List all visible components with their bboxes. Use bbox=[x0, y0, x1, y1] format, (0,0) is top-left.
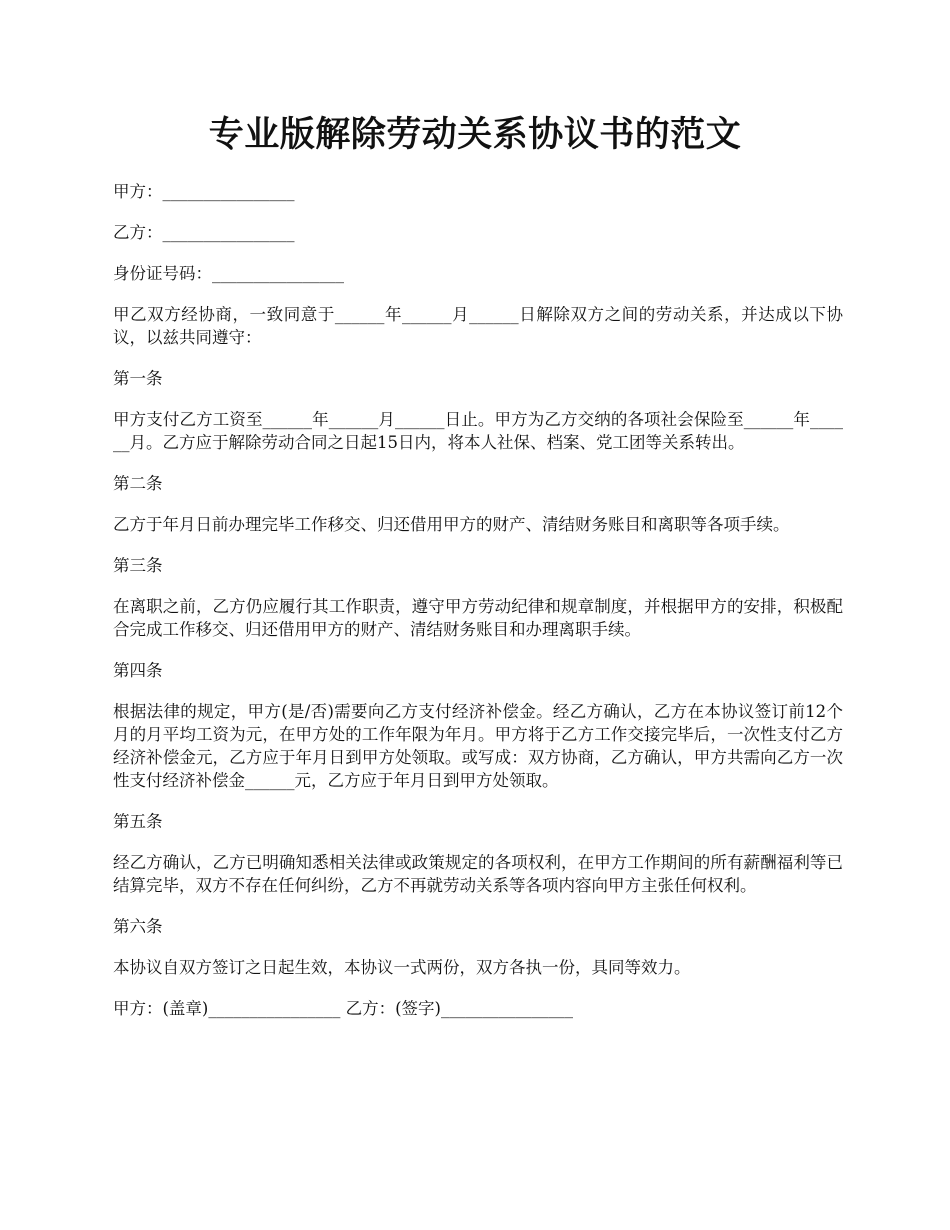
article-1-heading: 第一条 bbox=[113, 369, 163, 388]
document-title: 专业版解除劳动关系协议书的范文 bbox=[208, 115, 742, 155]
party-b-line: 乙方：________________ bbox=[113, 223, 295, 242]
article-3-heading: 第三条 bbox=[113, 556, 163, 575]
article-3-body: 在离职之前，乙方仍应履行其工作职责，遵守甲方劳动纪律和规章制度，并根据甲方的安排，积极配合完成工作移交、归还借用甲方的财产、清结财务账目和办理离职手续。 bbox=[113, 597, 843, 639]
article-6-heading: 第六条 bbox=[113, 917, 163, 936]
article-6-body: 本协议自双方签订之日起生效，本协议一式两份，双方各执一份，具同等效力。 bbox=[113, 958, 691, 977]
article-5-body: 经乙方确认，乙方已明确知悉相关法律或政策规定的各项权利，在甲方工作期间的所有薪酬福利等已结算完毕，双方不存在任何纠纷，乙方不再就劳动关系等各项内容向甲方主张任何权利。 bbox=[113, 853, 843, 895]
document-page bbox=[113, 110, 843, 1038]
intro-paragraph: 甲乙双方经协商，一致同意于______年______月______日解除双方之间的劳动关系，并达成以下协议，以兹共同遵守： bbox=[113, 305, 843, 347]
article-1-body: 甲方支付乙方工资至______年______月______日止。甲方为乙方交纳的各项社会保险至______年______月。乙方应于解除劳动合同之日起15日内，将本人社保、档案、党工团等关系转出。 bbox=[113, 410, 843, 452]
article-4-heading: 第四条 bbox=[113, 661, 163, 680]
article-5-heading: 第五条 bbox=[113, 812, 163, 831]
article-2-body: 乙方于年月日前办理完毕工作移交、归还借用甲方的财产、清结财务账目和离职等各项手续。 bbox=[113, 515, 790, 534]
party-a-line: 甲方：________________ bbox=[113, 182, 295, 201]
article-4-body: 根据法律的规定，甲方(是/否)需要向乙方支付经济补偿金。经乙方确认，乙方在本协议签订前12个月的月平均工资为元，在甲方处的工作年限为年月。甲方将于乙方工作交接完毕后，一次性支付乙方经济补偿金元，乙方应于年月日到甲方处领取。或写成：双方协商，乙方确认，甲方共需向乙方一次性支付经济补偿金______元，乙方应于年月日到甲方处领取。 bbox=[113, 702, 843, 790]
id-number-line: 身份证号码：________________ bbox=[113, 264, 344, 283]
signature-line: 甲方：(盖章)________________ 乙方：(签字)________________ bbox=[113, 999, 573, 1018]
article-2-heading: 第二条 bbox=[113, 474, 163, 493]
